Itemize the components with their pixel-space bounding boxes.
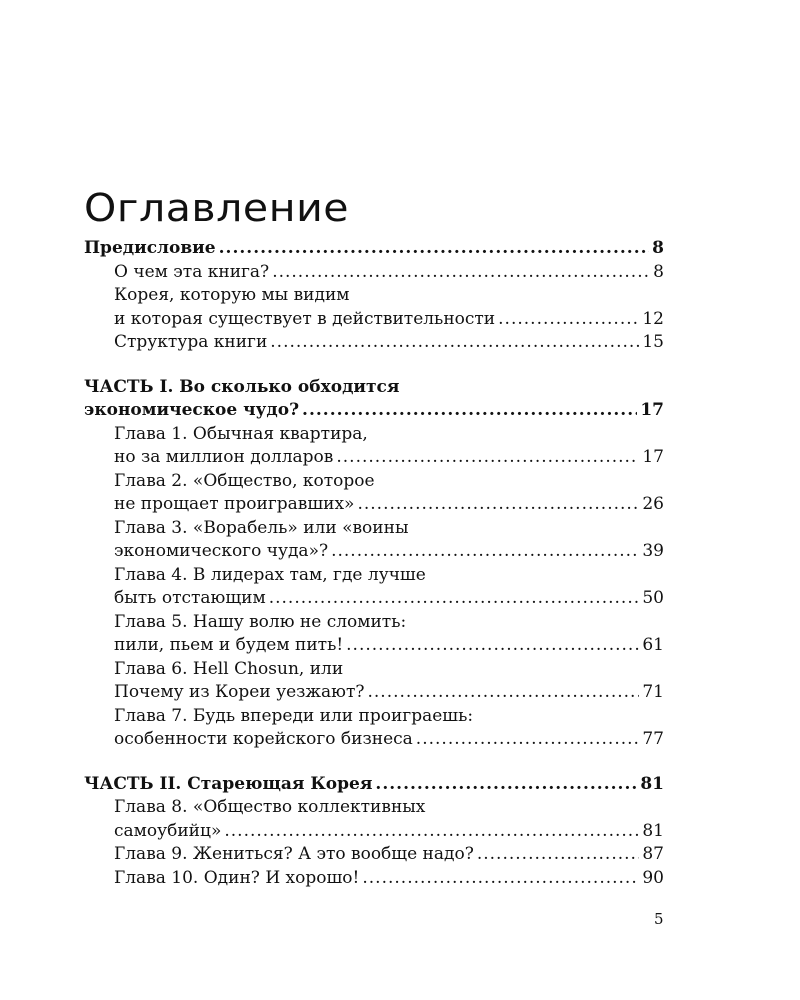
toc-chapter-2-line1[interactable]	[84, 471, 664, 495]
toc-chapter-3-line1[interactable]	[84, 518, 664, 542]
toc-page-number: 15	[642, 332, 664, 352]
toc-entry-korea-line2[interactable]	[84, 309, 664, 333]
toc-entry-label: Глава 7. Будь впереди или проиграешь:	[114, 705, 474, 726]
toc-chapter-4-line2[interactable]	[84, 588, 664, 612]
dot-leader	[224, 821, 639, 841]
toc-chapter-7-line2[interactable]	[84, 729, 664, 753]
toc-page-number: 8	[652, 238, 664, 258]
toc-entry-korea-line1[interactable]	[84, 285, 664, 309]
toc-page-number: 61	[642, 635, 664, 655]
toc-entry-label: Структура книги	[114, 332, 268, 352]
section-gap	[84, 356, 664, 377]
toc-chapter-7-line1[interactable]	[84, 706, 664, 730]
dot-leader	[368, 682, 640, 702]
toc-chapter-1-line2[interactable]	[84, 447, 664, 471]
section-gap	[84, 753, 664, 774]
toc-page-number: 26	[642, 494, 664, 514]
toc-chapter-8-line2[interactable]	[84, 821, 664, 845]
toc-part-1-line2[interactable]	[84, 400, 664, 424]
dot-leader	[357, 494, 639, 514]
toc-chapter-3-line2[interactable]	[84, 541, 664, 565]
toc-entry-label: особенности корейского бизнеса	[114, 729, 413, 749]
toc-chapter-1-line1[interactable]	[84, 424, 664, 448]
toc-entry-label: пили, пьем и будем пить!	[114, 635, 344, 655]
toc-entry-label: Предисловие	[84, 238, 216, 258]
toc-page-number: 8	[653, 261, 664, 282]
dot-leader	[270, 332, 639, 352]
page-number: 5	[654, 910, 664, 928]
toc-entry-label: и которая существует в действительности	[114, 308, 496, 329]
dot-leader	[302, 400, 637, 420]
toc-entry-label: Глава 2. «Общество, которое	[114, 470, 375, 491]
toc-entry-label: быть отстающим	[114, 588, 266, 608]
toc-entry-label: О чем эта книга?	[114, 261, 270, 282]
toc-entry-label: не прощает проигравших»	[114, 494, 355, 514]
toc-entry-label: ЧАСТЬ I. Во сколько обходится	[84, 376, 400, 397]
toc-entry-structure[interactable]	[84, 332, 664, 356]
dot-leader	[416, 729, 640, 749]
dot-leader	[477, 844, 640, 864]
toc-entry-label: Глава 6. Hell Chosun, или	[114, 658, 344, 679]
toc-page-number: 90	[642, 867, 664, 888]
dot-leader	[269, 588, 640, 608]
toc-part-2[interactable]	[84, 774, 664, 798]
toc-page-number: 50	[642, 588, 664, 608]
toc-entry-label: Почему из Кореи уезжают?	[114, 682, 365, 702]
toc-page-number: 17	[640, 400, 664, 420]
toc-chapter-8-line1[interactable]	[84, 797, 664, 821]
dot-leader	[362, 868, 639, 888]
page-title: Оглавление	[84, 186, 350, 230]
toc-entry-label: самоубийц»	[114, 820, 222, 841]
toc-chapter-2-line2[interactable]	[84, 494, 664, 518]
toc-chapter-6-line2[interactable]	[84, 682, 664, 706]
dot-leader	[272, 262, 650, 282]
toc-entry-label: Глава 1. Обычная квартира,	[114, 423, 368, 444]
toc-page-number: 12	[642, 308, 664, 329]
toc-page-number: 81	[640, 773, 664, 794]
toc-page-number: 71	[642, 682, 664, 702]
toc-entry-label: Корея, которую мы видим	[114, 285, 350, 305]
toc-entry-label: экономического чуда»?	[114, 541, 329, 561]
dot-leader	[375, 774, 637, 794]
toc-entry-about-book[interactable]	[84, 262, 664, 286]
toc-entry-label: но за миллион долларов	[114, 447, 334, 467]
toc-entry-label: Глава 4. В лидерах там, где лучше	[114, 564, 426, 585]
toc-page-number: 81	[642, 820, 664, 841]
toc-chapter-5-line1[interactable]	[84, 612, 664, 636]
dot-leader	[498, 309, 639, 329]
dot-leader	[346, 635, 639, 655]
toc-page-number: 17	[642, 447, 664, 467]
toc-chapter-4-line1[interactable]	[84, 565, 664, 589]
toc-entry-label: ЧАСТЬ II. Стареющая Корея	[84, 773, 373, 794]
table-of-contents	[84, 238, 664, 891]
toc-entry-label: Глава 8. «Общество коллективных	[114, 797, 426, 817]
toc-entry-label: экономическое чудо?	[84, 400, 300, 420]
toc-page-number: 77	[642, 729, 664, 749]
toc-entry-label: Глава 3. «Ворабель» или «воины	[114, 517, 409, 538]
dot-leader	[219, 238, 650, 258]
toc-chapter-5-line2[interactable]	[84, 635, 664, 659]
toc-entry-label: Глава 9. Жениться? А это вообще надо?	[114, 844, 474, 864]
toc-entry-label: Глава 10. Один? И хорошо!	[114, 867, 360, 888]
dot-leader	[331, 541, 639, 561]
toc-page-number: 39	[642, 541, 664, 561]
toc-chapter-6-line1[interactable]	[84, 659, 664, 683]
toc-page-number: 87	[642, 844, 664, 864]
toc-chapter-10[interactable]	[84, 868, 664, 892]
toc-entry-preface[interactable]	[84, 238, 664, 262]
toc-part-1-line1[interactable]	[84, 377, 664, 401]
toc-chapter-9[interactable]	[84, 844, 664, 868]
toc-entry-label: Глава 5. Нашу волю не сломить:	[114, 611, 407, 632]
dot-leader	[336, 447, 639, 467]
